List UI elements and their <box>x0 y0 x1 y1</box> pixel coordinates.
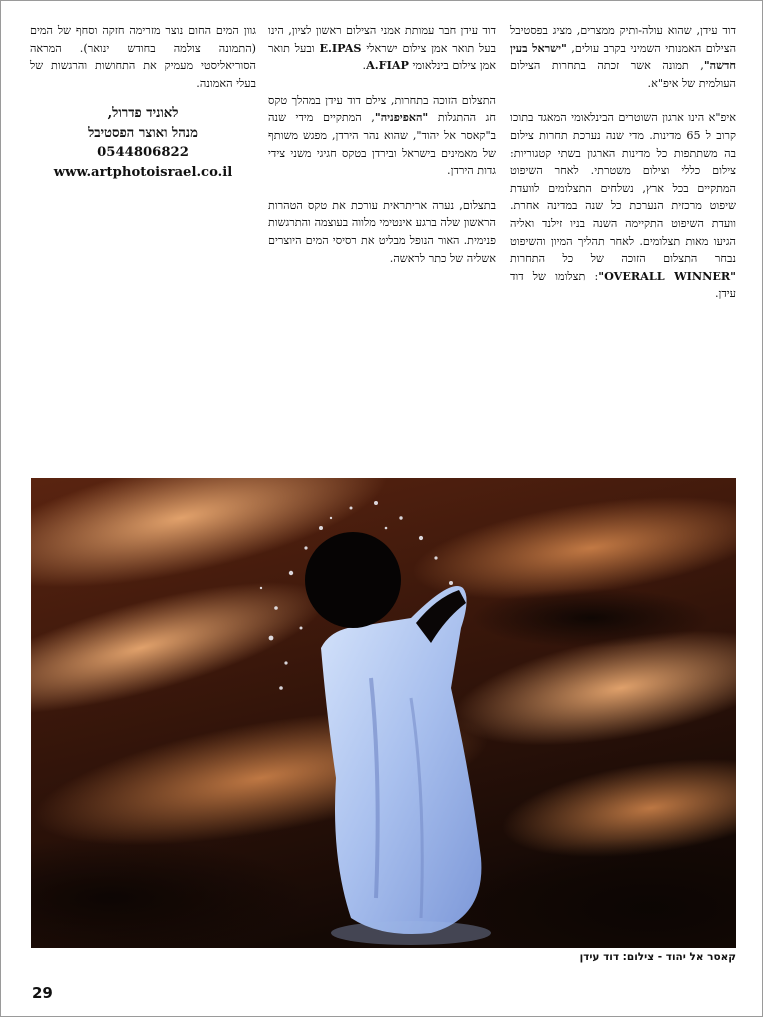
figure-robe <box>321 586 481 934</box>
curator-role: מנהל ואוצר הפסטיבל <box>88 125 198 141</box>
page-number: 29 <box>32 984 53 1002</box>
article-column-middle <box>268 22 496 267</box>
eipas-title: E.IPAS <box>319 40 362 55</box>
photo-caption: קאסר אל יהוד - צילום: דוד עידן <box>579 951 736 963</box>
epiphany-label: "האפיפניה" <box>374 110 429 125</box>
overall-winner-label: "OVERALL WINNER" <box>598 268 736 283</box>
article-column-right <box>510 22 736 303</box>
figure-head <box>305 532 401 628</box>
featured-photo <box>31 478 736 948</box>
website-link[interactable]: www.artphotoisrael.co.il <box>53 164 233 180</box>
article-column-left <box>30 22 256 92</box>
dark-current <box>471 588 711 648</box>
intro-paragraph: דוד עידן, שהוא עולה-ותיק ממצרים, מציג בפסטיבל הצילום האמנותי השמיני בקרב עולים, "ישראל בעין חדשה", תמונה אשר זכתה בתחרות הצילום העולמית של איפ"א. <box>510 24 737 90</box>
exhibition-title: "ישראל בעין חדשה" <box>510 40 736 73</box>
ceremony-paragraph: התצלום הזוכה בתחרות, צילם דוד עידן במהלך טקס חג ההתגלות "האפיפניה", המתקיים מידי שנה ב"קאסר אל יהוד", שהוא נהר הירדן, מפגש משותף של מאמינים בישראל ובירדן בטקס חגיגי משני צידי גדות הירדן. <box>268 93 496 178</box>
water-color-paragraph: גוון המים החום נוצר מזרימה חזקה וסחף של המים (התמונה צולמה בחודש ינואר). המראה הסוריאליסטי מעמיק את התחושות והרגשות של בעלי האמונה. <box>30 24 256 90</box>
phone-number: 0544806822 <box>97 145 189 160</box>
signature-block <box>30 104 256 182</box>
curator-name: לאוניד פדרול, <box>107 106 179 121</box>
ipa-paragraph: איפ"א הינו ארגון השוטרים הבינלאומי המאגד בתוכו קרוב ל 65 מדינות. מדי שנה נערכת תחרות צילום בה משתתפות כל מדינות הארגון בשתי קטגוריות: צילום כללי וצילום משטרתי. לאחר השיפוט המתקיים בכל ארץ, נשלחים התצלומים לוועדת שיפוט מרכזית הנערכת כל שנה במדינה אחרת. וועדת השיפוט התקיימה השנה בניו זילנד ואליה הגיעו מאות תצלומים. לאחר תהליך המיון והשיפוט נבחר התצלום הזוכה של כל התחרות "OVERALL WINNER": תצלומו של דוד עידן. <box>510 111 736 301</box>
water-reflection <box>331 921 491 945</box>
photo-description-paragraph: בתצלום, נערה אריתראית עורכת את טקס הטהרות הראשון שלה ברגע אינטימי מלווה בעוצמה והתרגשות פנימית. האור הנופל מבליט את רסיסי המים היוצרים אשליה של כתר לראשה. <box>268 198 496 265</box>
afiap-title: A.FIAP <box>366 58 409 73</box>
photographer-paragraph: דוד עידן חבר עמותת אמני הצילום ראשון לציון, הינו בעל תואר אמן צילום ישראלי E.IPAS ובעל תואר אמן צילום בינלאומי A.FIAP. <box>268 24 496 73</box>
